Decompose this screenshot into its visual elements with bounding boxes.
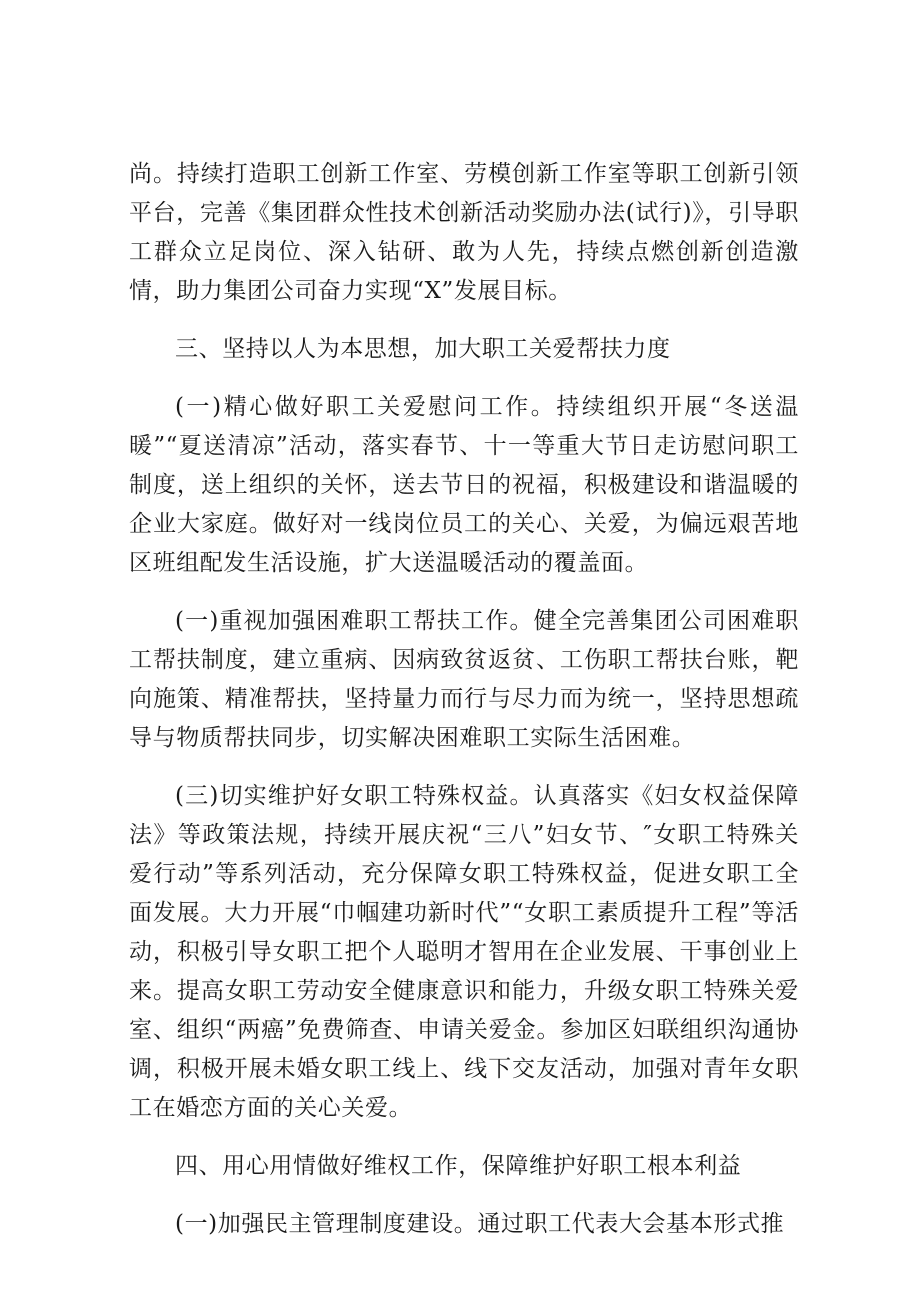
document-body — [129, 155, 799, 1263]
section-heading-4: 四、用心用情做好维权工作，保障维护好职工根本利益 — [175, 1153, 742, 1179]
paragraph-care-visits: (一)精心做好职工关爱慰问工作。持续组织开展“冬送温暖”“夏送清凉”活动，落实春节、十一等重大节日走访慰问职工制度，送上组织的关怀，送去节日的祝福，积极建设和谐温暖的企业大家庭。做好对一线岗位员工的关心、关爱，为偏远艰苦地区班组配发生活设施，扩大送温暖活动的覆盖面。 — [129, 394, 799, 576]
paragraph-democratic-management: (一)加强民主管理制度建设。通过职工代表大会基本形式推 — [175, 1211, 785, 1237]
paragraph-hardship-assistance: (一)重视加强困难职工帮扶工作。健全完善集团公司困难职工帮扶制度，建立重病、因病致贫返贫、工伤职工帮扶台账，靶向施策、精准帮扶，坚持量力而行与尽力而为统一，坚持思想疏导与物质帮扶同步，切实解决困难职工实际生活困难。 — [129, 608, 799, 751]
paragraph-female-worker-rights: (三)切实维护好女职工特殊权益。认真落实《妇女权益保障法》等政策法规，持续开展庆祝“三八”妇女节、″女职工特殊关爱行动”等系列活动，充分保障女职工特殊权益，促进女职工全面发展。大力开展“巾帼建功新时代”“女职工素质提升工程”等活动，积极引导女职工把个人聪明才智用在企业发展、干事创业上来。提高女职工劳动安全健康意识和能力，升级女职工特殊关爱室、组织“两癌”免费筛查、申请关爱金。参加区妇联组织沟通协调，积极开展未婚女职工线上、线下交友活动，加强对青年女职工在婚恋方面的关心关爱。 — [129, 783, 799, 1121]
paragraph-innovation-continuation: 尚。持续打造职工创新工作室、劳模创新工作室等职工创新引领平台，完善《集团群众性技术创新活动奖励办法(试行)》，引导职工群众立足岗位、深入钻研、敢为人先，持续点燃创新创造激情，助力集团公司奋力实现“X”发展目标。 — [129, 161, 799, 304]
section-heading-3: 三、坚持以人为本思想，加大职工关爱帮扶力度 — [175, 336, 671, 362]
